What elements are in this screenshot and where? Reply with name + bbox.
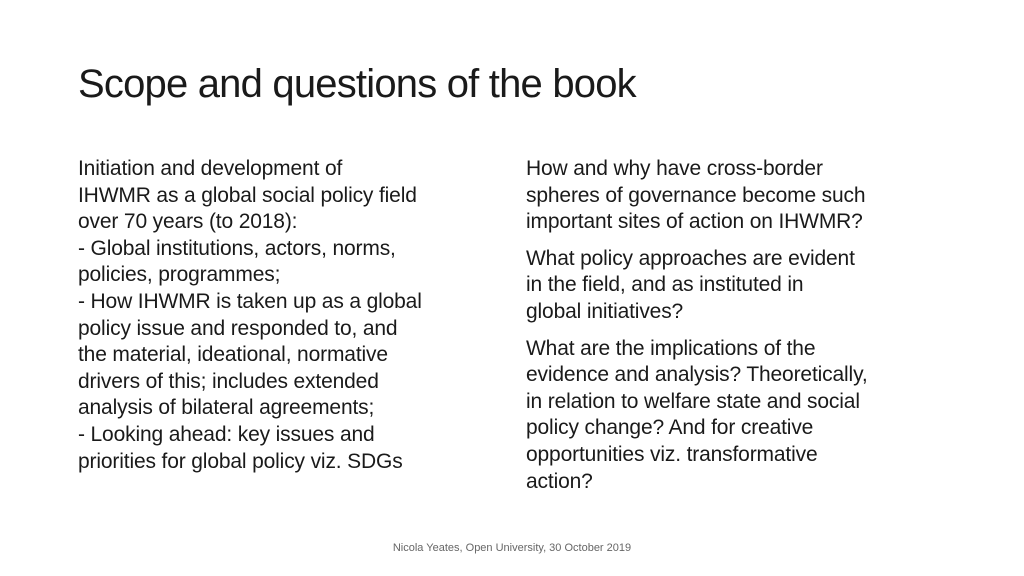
question-text-line: spheres of governance become such — [526, 183, 866, 207]
question-text-line: How and why have cross-border — [526, 157, 823, 180]
scope-text-line: IHWMR as a global social policy field — [78, 183, 417, 207]
question-paragraph — [526, 246, 966, 326]
scope-text-line: over 70 years (to 2018): — [78, 210, 298, 234]
question-text-line: policy change? And for creative — [526, 416, 814, 440]
slide-title: Scope and questions of the book — [78, 62, 636, 106]
question-paragraph — [526, 336, 966, 496]
scope-text-line: drivers of this; includes extended — [78, 369, 379, 393]
slide-footer: Nicola Yeates, Open University, 30 October 2019 — [392, 542, 632, 554]
scope-text-line: Initiation and development of — [78, 157, 343, 180]
questions-column — [526, 156, 966, 495]
question-text-line: action? — [526, 469, 593, 493]
scope-text-line: - How IHWMR is taken up as a global — [78, 289, 422, 313]
question-text-line: important sites of action on IHWMR? — [526, 210, 863, 234]
scope-text-line: the material, ideational, normative — [78, 343, 388, 367]
question-text-line: opportunities viz. transformative — [526, 442, 818, 466]
scope-text-line: analysis of bilateral agreements; — [78, 396, 375, 420]
question-text-line: evidence and analysis? Theoretically, — [526, 363, 868, 387]
question-text-line: in the field, and as instituted in — [526, 273, 804, 297]
scope-text-line: priorities for global policy viz. SDGs — [78, 449, 403, 473]
scope-text-line: - Global institutions, actors, norms, — [78, 236, 396, 260]
scope-text-line: policy issue and responded to, and — [78, 316, 398, 340]
scope-text-line: policies, programmes; — [78, 263, 281, 287]
question-text-line: global initiatives? — [526, 299, 684, 323]
scope-text-line: - Looking ahead: key issues and — [78, 422, 375, 446]
question-text-line: What policy approaches are evident — [526, 246, 855, 270]
scope-column — [78, 156, 508, 475]
question-text-line: in relation to welfare state and social — [526, 389, 860, 413]
question-text-line: What are the implications of the — [526, 336, 816, 360]
question-paragraph — [526, 156, 966, 236]
